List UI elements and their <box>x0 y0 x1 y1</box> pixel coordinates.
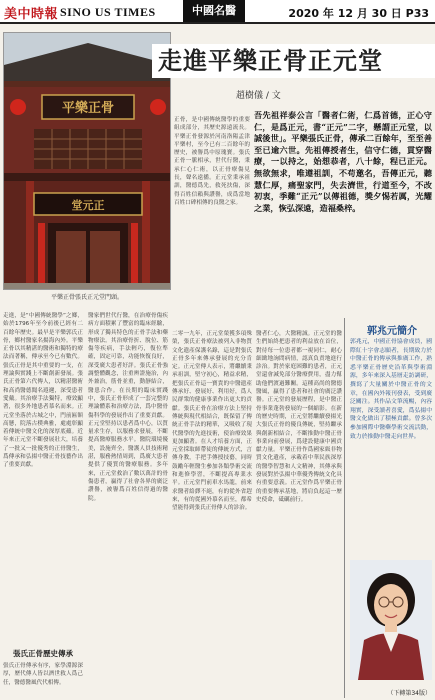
section-subhead: 張氏正骨歷史傳承 <box>13 649 73 658</box>
author-bio-text: 郭兆元，中國正骨協會成員，國際紅十字會志願者，長期致力於中醫正骨的傳承與推廣工作，熟悉平樂正骨歷史沿革與學術淵源，多年來深入基層走訪調研，撰寫了大量關於中醫正骨的文章，在國內外報刊發表，受到廣泛關注。其作品文筆流暢，內容翔實，深受讀者喜愛，爲弘揚中醫文化做出了積極貢獻。曾多次參加國際中醫藥學術交流活動，致力於推動中醫走向世界。 <box>350 339 432 440</box>
continued-note: （下轉第34版） <box>387 690 431 697</box>
author-portrait <box>350 560 432 680</box>
article-byline: 趙樹儀 / 文 <box>236 91 281 101</box>
body-column-1: 正骨，是中國傳統醫學的重要組成部分，其歷史源遠流長。平樂正骨發源於河南洛陽孟津平樂村，至今已有二百餘年的歷史，被譽爲中原瑰寶。張氏正骨一脈相承，世代行醫，秉承仁心仁術，以正骨療傷見長，聲名遠播。正元堂秉承祖訓，醫德爲先，救死扶傷，深得百姓信賴與讚譽，成爲當地百姓口碑相傳的良醫之家。 <box>174 117 250 206</box>
issue-date: 2020 年 12 月 30 日 P33 <box>288 7 429 20</box>
author-bio-title: 郭兆元簡介 <box>367 326 417 337</box>
upper-sign-text: 平樂正骨 <box>61 101 115 116</box>
body-column-2: 走進，是“中國傳統醫學”之鄉，始於1796年至今前後已經有二百餘年歷史。最早是平樂郭氏正骨，鄉村醫家名揚海內外。平樂正骨以其精湛的醫術和獨特的療法而著稱，傳承至今已有數代。張氏正骨是其中重要的一支，在理論與實踐上不斷創新發展。張氏正骨第六代傳人，以精湛醫術和高尚醫德聞名遐邇，深受患者愛戴。其治療手法獨特，療效顯著，很多外地患者慕名而來。正元堂坐落於古城之中，門前匾額高懸，院落古樸典雅，處處彰顯着傳統中醫文化的深厚底蘊。近年來正元堂不斷發展壯大，培養了一批又一批優秀的正骨醫生，爲傳承和弘揚中醫正骨技藝作出了重要貢獻。 <box>3 313 83 469</box>
article-headline: 走進平樂正骨正元堂 <box>152 44 435 78</box>
section-tag: 中國名醫 <box>183 0 245 22</box>
newspaper-logo-cn: 美中時報 <box>4 7 59 22</box>
body-column-4: 二零一九年，正元堂榮獲多項殊榮，張氏正骨療法被列入非物質文化遺產保護名錄，這是對張氏正骨多年來傳承發展的充分肯定。正元堂傳人表示，將繼續秉承祖訓，堅守初心，精益求精，把張氏正骨這一寶貴的中醫遺產傳承好、發展好、利用好，爲人民群衆的健康事業作出更大的貢獻。張氏正骨在治療方法上堅持傳統與現代相結合，既保留了傳統正骨手法的精華，又吸收了現代醫學的先進技術，使治療效果更加顯著。在人才培養方面，正元堂採取師帶徒的傳統方式，言傳身教，手把手傳授技藝，同時鼓勵年輕醫生參加各類學術交流和進修學習，不斷提高專業水平。正元堂門前車水馬龍，前來求醫者絡繹不絕，有的從外省趕來，有的從國外慕名而至，都希望能得到張氏正骨傳人的診治。 <box>172 331 252 512</box>
body-column-5: 醫者仁心，大醫精誠。正元堂的醫生們始終把患者的利益放在首位，對待每一位患者都一視同仁，耐心細緻地詢問病情，認真負責地進行診治。對於家庭困難的患者，正元堂還會減免部分醫療費用，盡力幫助他們渡過難關。這種高尚的醫德醫風，贏得了患者和社會的廣泛讚譽。正元堂的發展歷程，是中醫正骨事業蓬勃發展的一個縮影。在新的歷史時期，正元堂將繼續發揚光大張氏正骨的優良傳統，堅持繼承與創新相結合，不斷推動中醫正骨事業向前發展，爲建設健康中國貢獻力量。平樂正骨作爲國家級非物質文化遺產，承載着中華民族深厚的醫學智慧和人文精神，其傳承與發展對於弘揚中華優秀傳統文化具有重要意義。正元堂作爲平樂正骨的重要傳承基地，將肩負起這一歷史使命，砥礪前行。 <box>256 331 342 503</box>
bio-divider <box>344 318 345 698</box>
portrait-illustration <box>350 560 432 680</box>
newspaper-logo-en: SINO US TIMES <box>60 5 156 19</box>
masthead <box>0 0 435 24</box>
lower-sign-text: 堂元正 <box>71 199 105 212</box>
hall-entrance-photo <box>3 32 171 290</box>
lead-quote: 吾先祖祥泰公言「醫者仁術，仁爲首德，正心守仁，是爲正元，書“正元”二字，懸謂正元堂，以誠後世」。平樂張氏正骨，傳承二百餘年，至至善至已逾六世。先祖傳授者生，信守仁德，貫穿醫療，一以持之，始想恭者，八十餘，程已正元。無欲無求，唯遵祖訓，不苟邀名，吾傳正元，聽慧仁厚，痛聖家門，失去濟世，行道至今，不改初衷，季難“正元”以傳祖德，獎夕惕若厲，光耀之業，恢弘深遠，造福桑梓。 <box>254 110 432 213</box>
photo-caption: 平樂正骨張氏正元堂門頭。 <box>50 294 123 301</box>
body-column-2b: 張氏正骨傳承有序，家學淵源深厚，歷代傳人皆以濟世救人爲己任，醫德醫風代代相傳。 <box>3 663 83 686</box>
body-column-3: 醫家們世代行醫，在治療骨傷疾病方面積累了豐富的臨床經驗，形成了獨具特色的正骨手法和藥物療法。其治療骨折、脫位、筋傷等疾病，手法輕巧，復位準確，固定可靠，功能恢復良好，深受廣大患者好評。張氏正骨強調整體觀念，注重辨證施治，內外兼治，筋骨並重，動靜結合，醫患合作。在長期的臨床實踐中，張氏正骨形成了一套完整的理論體系和治療方法，爲中醫骨傷科學的發展作出了重要貢獻。正元堂堅持以患者爲中心，以質量求生存，以服務求發展，不斷提高醫療服務水平。醫院環境優美，設施齊全，醫護人員技術精湛，服務熱情周到，爲廣大患者提供了優質的醫療服務。多年來，正元堂救治了數以萬計的骨傷患者，贏得了社會各界的廣泛讚譽，被譽爲百姓信得過的醫院。 <box>88 313 168 502</box>
hall-illustration <box>4 33 171 290</box>
